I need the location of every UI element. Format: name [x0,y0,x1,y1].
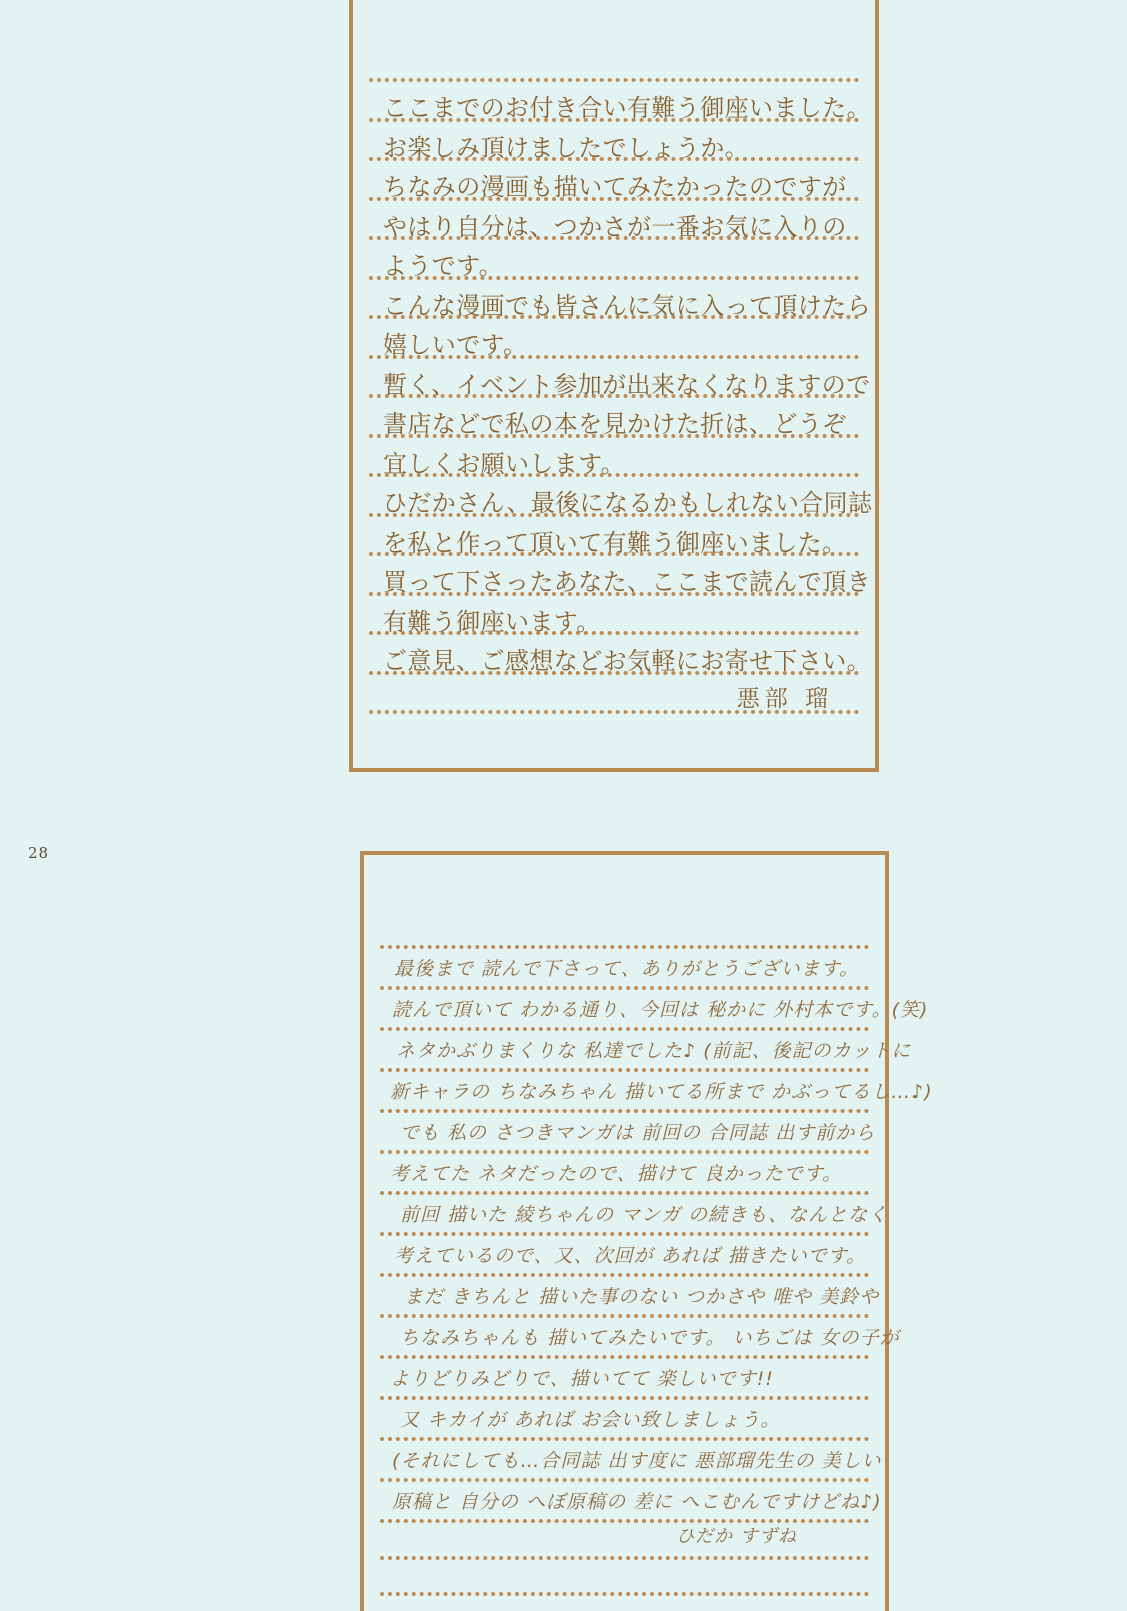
dotted-rule [369,315,859,319]
dotted-rule [369,157,859,161]
afterword-line: を私と作って頂いて有難う御座いました。 [383,529,847,557]
handwritten-line: 又 キカイが あれば お会い致しましょう。 [400,1409,781,1431]
handwritten-line: 最後まで 読んで下さって、ありがとうございます。 [394,958,860,980]
afterword-line: 嬉しいです。 [383,331,528,359]
afterword-line: ひだかさん、最後になるかもしれない合同誌 [383,489,873,517]
dotted-rule [369,236,859,240]
dotted-rule [380,1027,869,1031]
handwritten-line: でも 私の さつきマンガは 前回の 合同誌 出す前から [400,1122,876,1144]
dotted-rule [369,552,859,556]
afterword-line: 宜しくお願いします。 [383,450,626,478]
handwritten-line: よりどりみどりで、描いてて 楽しいです!! [390,1368,774,1390]
dotted-rule [380,1396,869,1400]
afterword-line: 有難う御座います。 [383,608,601,636]
afterword-line: ご意見、ご感想などお気軽にお寄せ下さい。 [383,647,871,675]
dotted-rule [369,197,859,201]
afterword-line: やはり自分は、つかさが一番お気に入りの [383,213,847,241]
dotted-rule [380,1191,869,1195]
dotted-rule [380,1556,869,1560]
dotted-rule [380,1355,869,1359]
dotted-rule [380,1109,869,1113]
dotted-rule [380,1068,869,1072]
handwritten-line: ちなみちゃんも 描いてみたいです。 いちごは 女の子が [400,1327,900,1349]
handwritten-line: まだ きちんと 描いた事のない つかさや 唯や 美鈴や [404,1286,880,1308]
handwritten-line: (それにしても…合同誌 出す度に 悪部瑠先生の 美しい [392,1450,882,1472]
dotted-rule [369,434,859,438]
handwritten-line: 原稿と 自分の へぼ原稿の 差に へこむんですけどね♪) [392,1491,882,1513]
handwritten-line: ネタかぶりまくりな 私達でした♪ (前記、後記のカットに [396,1040,912,1062]
coauthor-signature: ひだか すずね [676,1526,797,1547]
dotted-rule [380,1314,869,1318]
dotted-rule [380,1232,869,1236]
dotted-rule [380,945,869,949]
afterword-line: 買って下さったあなた、ここまで読んで頂き [383,568,871,596]
dotted-rule [369,631,859,635]
dotted-rule [380,1592,869,1596]
coauthor-afterword-note [360,851,933,1611]
afterword-line: お楽しみ頂けましたでしょうか。 [383,134,749,162]
dotted-rule [369,710,859,714]
handwritten-line: 前回 描いた 綾ちゃんの マンガ の続きも、なんとなく [400,1204,889,1226]
author-signature: 悪部 瑠 [736,686,833,712]
dotted-rule [380,1150,869,1154]
dotted-rule [380,1478,869,1482]
dotted-rule [369,78,859,82]
dotted-rule [380,1273,869,1277]
dotted-rule [369,276,859,280]
dotted-rule [369,473,859,477]
afterword-line: こんな漫画でも皆さんに気に入って頂けたら [383,292,871,320]
afterword-line: 書店などで私の本を見かけた折は、どうぞ [383,410,847,438]
handwritten-line: 考えてた ネタだったので、描けて 良かったです。 [390,1163,843,1185]
afterword-line: 暫く、イベント参加が出来なくなりますので [383,371,871,399]
dotted-rule [369,394,859,398]
dotted-rule [369,592,859,596]
author-afterword-note [349,0,879,772]
afterword-line: ちなみの漫画も描いてみたかったのですが [383,173,847,201]
afterword-line: ここまでのお付き合い有難う御座いました。 [383,94,871,122]
page-number: 28 [28,844,50,862]
dotted-rule [380,986,869,990]
handwritten-line: 考えているので、又、次回が あれば 描きたいです。 [394,1245,867,1267]
handwritten-line: 読んで頂いて わかる通り、今回は 秘かに 外村本です。(笑) [392,999,929,1021]
handwritten-line: 新キャラの ちなみちゃん 描いてる所まで かぶってるし…♪) [390,1081,933,1103]
dotted-rule [380,1437,869,1441]
dotted-rule [369,118,859,122]
dotted-rule [369,671,859,675]
afterword-line: ようです。 [383,252,504,280]
dotted-rule [369,513,859,517]
dotted-rule [369,355,859,359]
